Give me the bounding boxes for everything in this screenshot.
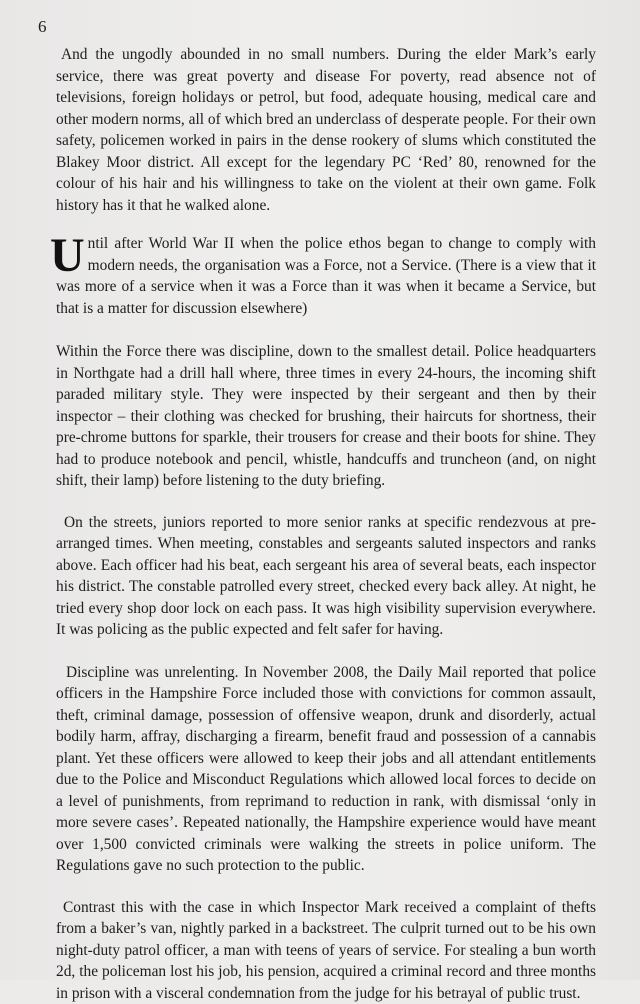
paragraph-6: Contrast this with the case in which Inspector Mark received a complaint of thefts from a baker’s van, nightly parked in a backstreet. The culprit turned out to be his own night-duty patrol officer, a man with teens of years of service. For stealing a bun worth 2d, the policeman lost his job, his pension, acquired a criminal record and three months in prison with a visceral condemnation from the judge for his betrayal of public trust. — [56, 897, 596, 1004]
paragraph-1: And the ungodly abounded in no small numbers. During the elder Mark’s early service, there was great poverty and disease For poverty, read absence not of televisions, foreign holidays or petrol, but food, adequate housing, medical care and other modern norms, all of which bred an underclass of desperate people. For their own safety, policemen worked in pairs in the dense rookery of slums which constituted the Blakey Moor district. All except for the legendary PC ‘Red’ 80, renowned for the colour of his hair and his willingness to take on the violent at their own game. Folk history has it that he walked alone. — [56, 44, 596, 216]
drop-cap: U — [50, 237, 85, 275]
paragraph-5: Discipline was unrelenting. In November 2008, the Daily Mail reported that police officers in the Hampshire Force included those with convictions for common assault, theft, criminal damage, possession of offensive weapon, drunk and disorderly, actual bodily harm, affray, discharging a firearm, benefit fraud and possession of a cannabis plant. Yet these officers were allowed to keep their jobs and all attendant entitlements due to the Police and Misconduct Regulations which allowed local forces to decide on a level of punishments, from reprimand to reduction in rank, with dismissal ‘only in more severe cases’. Repeated nationally, the Hampshire experience would have meant over 1,500 convicted criminals were walking the streets in police uniform. The Regulations gave no such protection to the public. — [56, 662, 596, 877]
paragraph-2-text: ntil after World War II when the police ethos began to change to comply with modern needs, the organisation was a Force, not a Service. (There is a view that it was more of a service when it was a Force than it was when it became a Service, but that is a matter for discussion elsewhere) — [56, 235, 596, 317]
paragraph-2 — [56, 233, 596, 319]
page-number: 6 — [38, 17, 47, 37]
paragraph-4: On the streets, juniors reported to more senior ranks at specific rendezvous at pre-arranged times. When meeting, constables and sergeants saluted inspectors and ranks above. Each officer had his beat, each sergeant his area of several beats, each inspector his district. The constable patrolled every street, checked every back alley. At night, he tried every shop door lock on each pass. It was high visibility supervision everywhere. It was policing as the public expected and felt safer for having. — [56, 512, 596, 641]
body-text — [56, 44, 596, 1004]
paragraph-3: Within the Force there was discipline, down to the smallest detail. Police headquarters in Northgate had a drill hall where, three times in every 24-hours, the incoming shift paraded military style. They were inspected by their sergeant and then by their inspector – their clothing was checked for brushing, their haircuts for shortness, their pre-chrome buttons for sparkle, their trousers for crease and their boots for shine. They had to produce notebook and pencil, whistle, handcuffs and truncheon (and, on night shift, their lamp) before listening to the duty briefing. — [56, 341, 596, 492]
